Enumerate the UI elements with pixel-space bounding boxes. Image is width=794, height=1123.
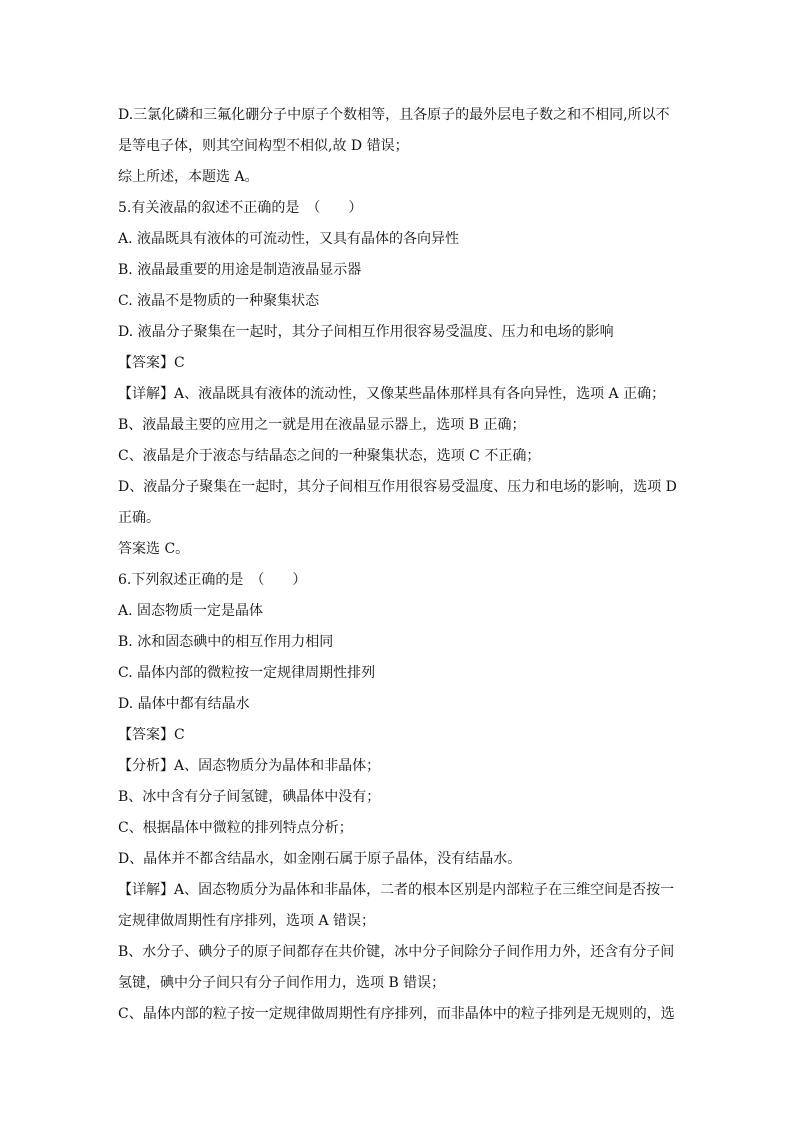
question-6-analysis: 【分析】A、固态物质分为晶体和非晶体； (118, 758, 381, 774)
question-5-explanation: D、液晶分子聚集在一起时，其分子间相互作用很容易受温度、压力和电场的影响，选项 D (118, 479, 677, 495)
question-6-explanation: 定规律做周期性有序排列，选项 A 错误； (118, 913, 376, 929)
text-line: 综上所述，本题选 A。 (118, 169, 259, 185)
question-6-option-c: C. 晶体内部的微粒按一定规律周期性排列 (118, 665, 376, 681)
question-6-analysis: B、冰中含有分子间氢键，碘晶体中没有； (118, 789, 381, 805)
question-6-option-d: D. 晶体中都有结晶水 (118, 696, 250, 712)
question-6-analysis: C、根据晶体中微粒的排列特点分析； (118, 820, 353, 836)
question-5-explanation: C、液晶是介于液态与结晶态之间的一种聚集状态，选项 C 不正确； (118, 448, 541, 464)
document-body (118, 100, 683, 1030)
question-6-analysis: D、晶体并不都含结晶水，如金刚石属于原子晶体，没有结晶水。 (118, 851, 522, 867)
question-5-explanation: 【详解】A、液晶既具有液体的流动性，又像某些晶体那样具有各向异性，选项 A 正确； (118, 386, 666, 402)
question-5-conclusion: 答案选 C。 (118, 541, 190, 557)
question-5-stem: 5.有关液晶的叙述不正确的是 （ ） (118, 200, 363, 216)
question-5-option-a: A. 液晶既具有液体的可流动性，又具有晶体的各向异性 (118, 231, 460, 247)
text-line: D.三氯化磷和三氟化硼分子中原子个数相等，且各原子的最外层电子数之和不相同,所以不 (118, 107, 670, 123)
question-6-explanation: 【详解】A、固态物质分为晶体和非晶体，二者的根本区别是内部粒子在三维空间是否按一 (118, 882, 675, 898)
question-5-explanation: B、液晶最主要的应用之一就是用在液晶显示器上，选项 B 正确； (118, 417, 526, 433)
question-5-answer: 【答案】C (118, 355, 185, 371)
question-6-option-b: B. 冰和固态碘中的相互作用力相同 (118, 634, 334, 650)
question-6-explanation: B、水分子、碘分子的原子间都存在共价键，冰中分子间除分子间作用力外，还含有分子间 (118, 944, 675, 960)
question-6-option-a: A. 固态物质一定是晶体 (118, 603, 264, 619)
question-5-option-b: B. 液晶最重要的用途是制造液晶显示器 (118, 262, 362, 278)
question-5-option-d: D. 液晶分子聚集在一起时，其分子间相互作用很容易受温度、压力和电场的影响 (118, 324, 614, 340)
question-5-option-c: C. 液晶不是物质的一种聚集状态 (118, 293, 320, 309)
question-6-stem: 6.下列叙述正确的是 （ ） (118, 572, 307, 588)
question-5-explanation: 正确。 (118, 510, 160, 526)
question-6-explanation: C、晶体内部的粒子按一定规律做周期性有序排列，而非晶体中的粒子排列是无规则的，选 (118, 1006, 675, 1022)
question-6-answer: 【答案】C (118, 727, 185, 743)
question-6-explanation: 氢键，碘中分子间只有分子间作用力，选项 B 错误； (118, 975, 446, 991)
text-line: 是等电子体，则其空间构型不相似,故 D 错误； (118, 138, 409, 154)
